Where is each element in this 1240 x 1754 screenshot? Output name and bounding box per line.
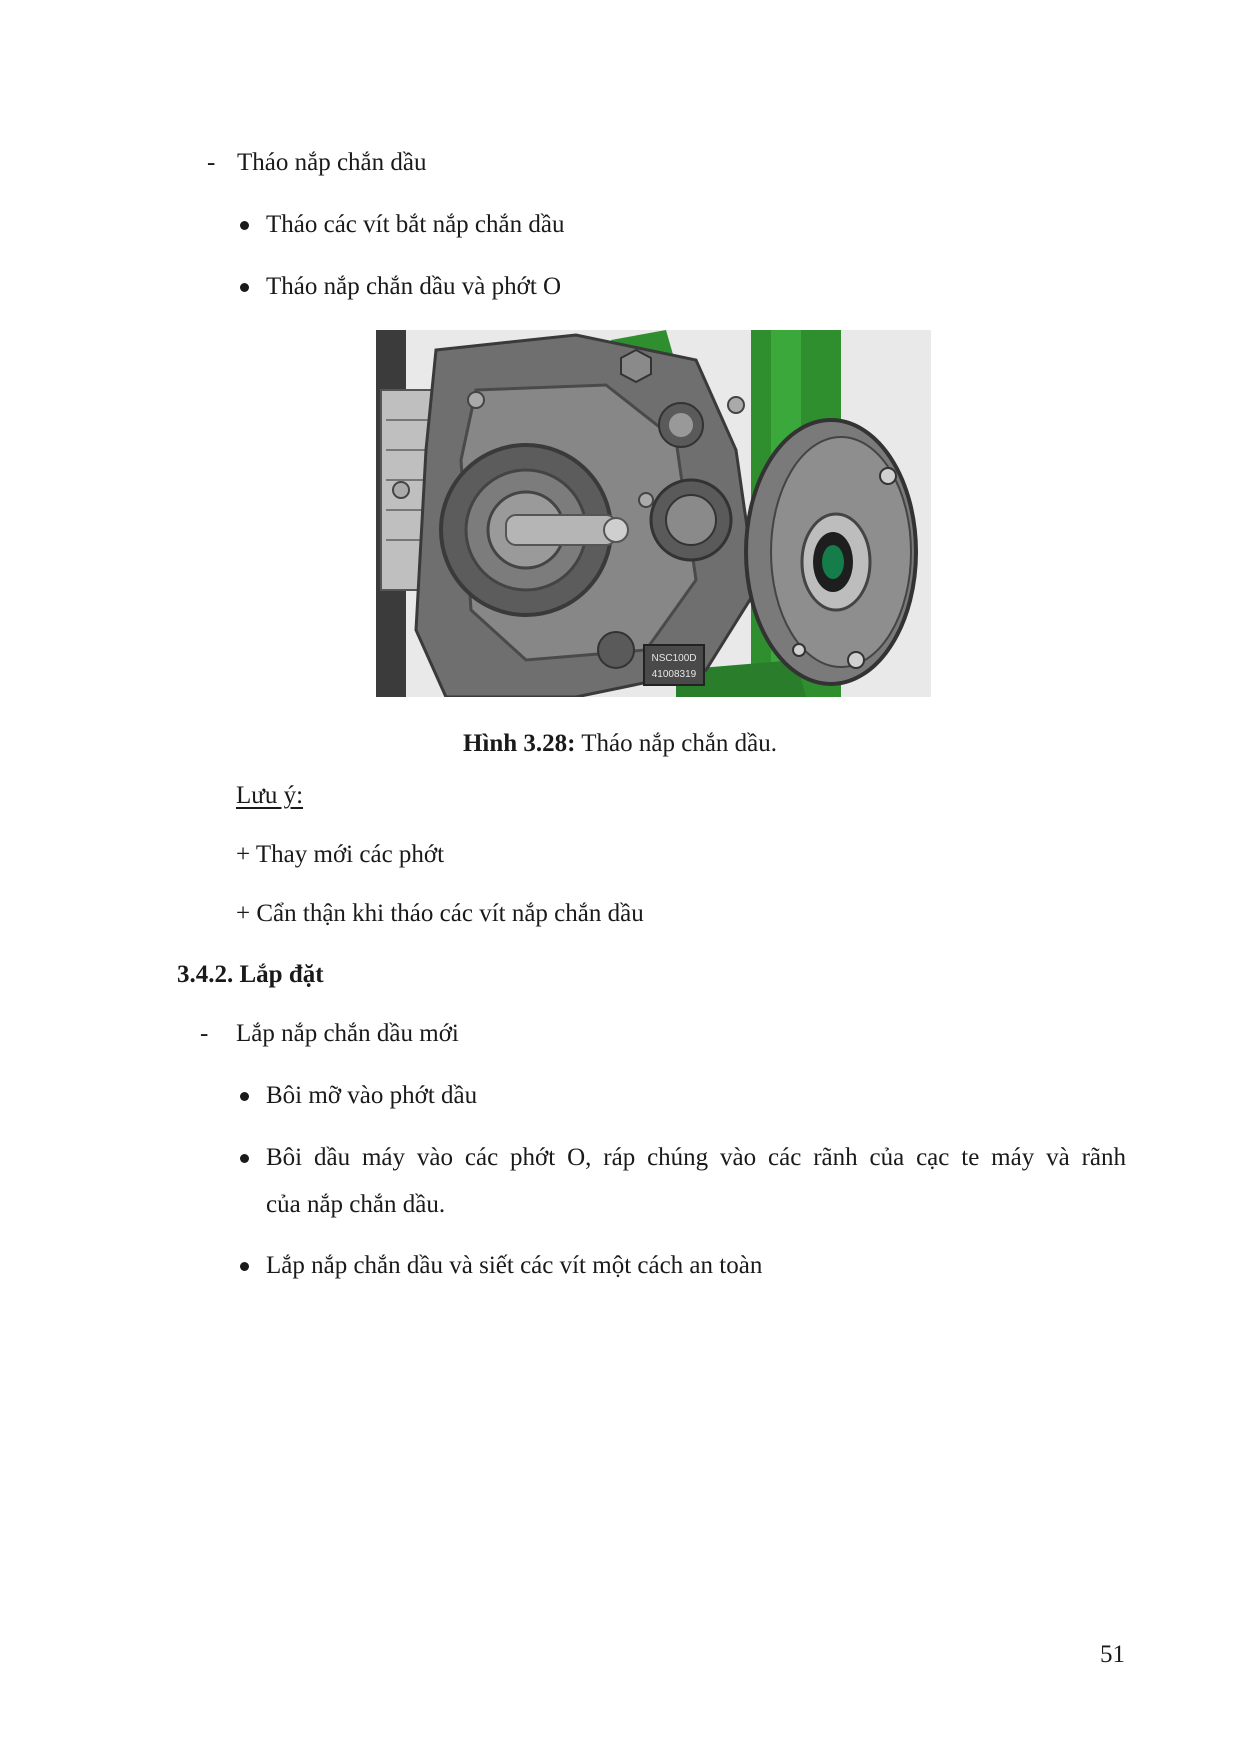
engraving-serial: 41008319 [651, 669, 697, 680]
hex-bolt [621, 350, 651, 382]
figure-caption-text: Tháo nắp chắn dầu. [581, 730, 778, 757]
section-heading: 3.4.2. Lắp đặt [177, 961, 324, 988]
note-title: Lưu ý: [236, 782, 304, 809]
bullet-dot [240, 1262, 249, 1271]
bullet-remove-screws: Tháo các vít bắt nắp chắn dầu [266, 211, 565, 238]
bullet-install-tighten: Lắp nắp chắn dầu và siết các vít một cách an toàn [266, 1252, 763, 1279]
note-item-replace-seals: + Thay mới các phớt [236, 841, 445, 868]
page-number: 51 [1100, 1641, 1125, 1668]
step-install-oil-cover: Lắp nắp chắn dầu mới [236, 1020, 459, 1047]
step-remove-oil-cover: Tháo nắp chắn dầu [237, 149, 427, 176]
bullet-oil-orings: Bôi dầu máy vào các phớt O, ráp chúng vào các rãnh của cạc te máy và rãnh [266, 1144, 1126, 1171]
crankshaft [506, 515, 616, 545]
figure-label: Hình 3.28: [462, 730, 576, 757]
figure-caption [0, 729, 1240, 759]
engine-oil-cover-figure [376, 330, 931, 697]
bullet-remove-cover-oring: Tháo nắp chắn dầu và phớt O [266, 273, 562, 300]
bullet-dot [240, 1154, 249, 1163]
note-item-careful-screws: + Cẩn thận khi tháo các vít nắp chắn dầu [236, 900, 644, 927]
bullet-dot [240, 1092, 249, 1101]
bullet-oil-orings-cont: của nắp chắn dầu. [266, 1191, 446, 1218]
bullet-dot [240, 283, 249, 292]
bullet-grease-seal: Bôi mỡ vào phớt dầu [266, 1082, 478, 1109]
bullet-dot [240, 221, 249, 230]
dash-marker: - [207, 149, 216, 176]
engraving-model-code: NSC100D [651, 653, 697, 664]
dash-marker: - [200, 1020, 209, 1047]
